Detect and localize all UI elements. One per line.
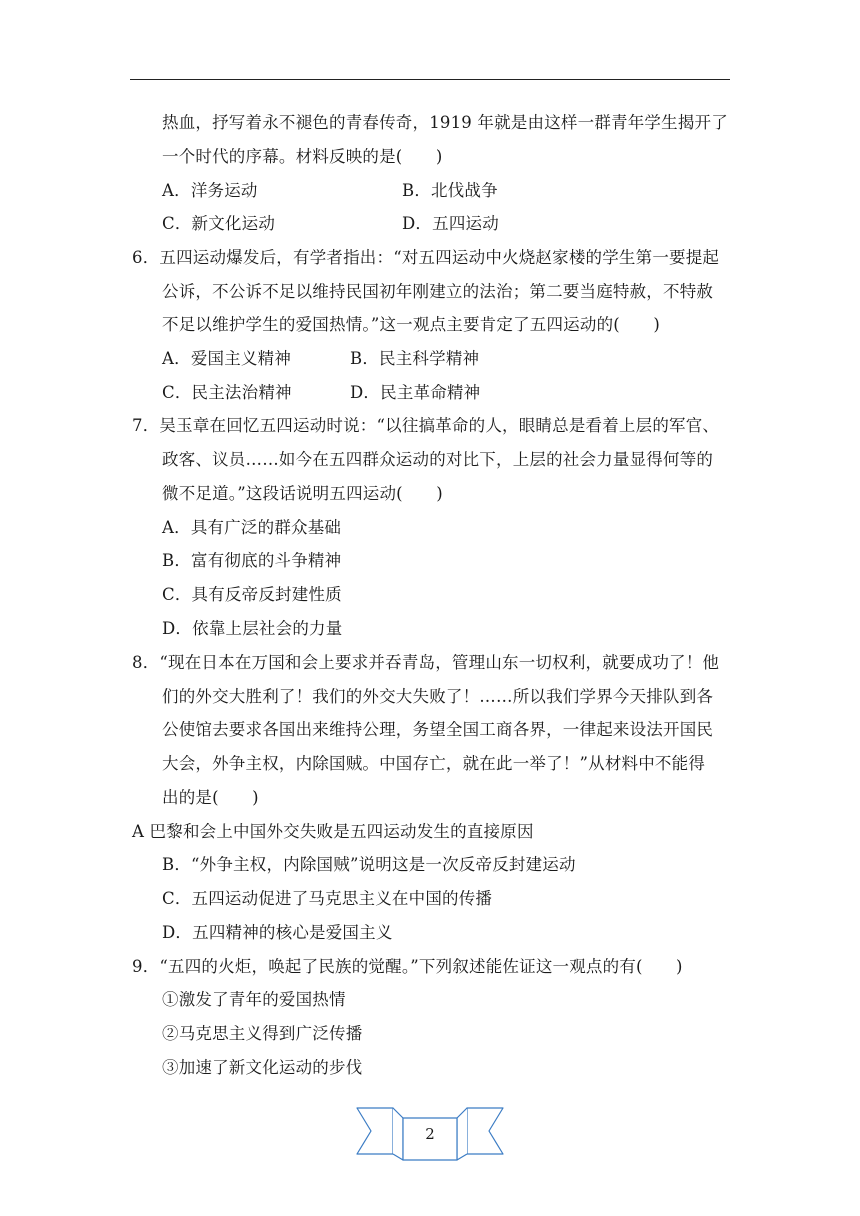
question-8-option-d: D．五四精神的核心是爱国主义 xyxy=(162,923,393,942)
question-7-option-b: B．富有彻底的斗争精神 xyxy=(162,551,342,570)
question-5-option-b: B．北伐战争 xyxy=(402,181,498,200)
page-number: 2 xyxy=(425,1125,435,1143)
question-8-stem-line-4: 大会，外争主权，内除国贼。中国存亡，就在此一举了！”从材料中不能得 xyxy=(162,754,706,773)
question-7-stem-line-3: 微不足道。”这段话说明五四运动( ) xyxy=(162,484,443,503)
question-6-option-b: B．民主科学精神 xyxy=(350,349,480,368)
question-9-stem-line-1: 9．“五四的火炬，唤起了民族的觉醒。”下列叙述能佐证这一观点的有( ) xyxy=(132,957,683,976)
question-7-option-c: C．具有反帝反封建性质 xyxy=(162,585,342,604)
question-5-text-line-1: 热血，抒写着永不褪色的青春传奇，1919 年就是由这样一群青年学生揭开了 xyxy=(162,113,728,132)
question-8-stem-line-1: 8．“现在日本在万国和会上要求并吞青岛，管理山东一切权利，就要成功了！他 xyxy=(132,653,720,672)
question-7-stem-line-1: 7．吴玉章在回忆五四运动时说：“以往搞革命的人，眼睛总是看着上层的军官、 xyxy=(132,416,720,435)
question-5-text-line-2: 一个时代的序幕。材料反映的是( ) xyxy=(162,147,443,166)
question-7-option-d: D．依靠上层社会的力量 xyxy=(162,619,343,638)
question-6-stem-line-2: 公诉，不公诉不足以维持民国初年刚建立的法治；第二要当庭特赦，不特赦 xyxy=(162,282,714,301)
question-8-stem-line-5: 出的是( ) xyxy=(162,788,259,807)
question-5-option-c: C．新文化运动 xyxy=(162,214,276,233)
question-9-item-2: ②马克思主义得到广泛传播 xyxy=(162,1024,363,1043)
header-rule xyxy=(130,79,730,80)
question-7-stem-line-2: 政客、议员……如今在五四群众运动的对比下，上层的社会力量显得何等的 xyxy=(162,450,714,469)
question-6-stem-line-3: 不足以维护学生的爱国热情。”这一观点主要肯定了五四运动的( ) xyxy=(162,315,660,334)
page-number-ribbon xyxy=(355,1102,505,1166)
question-8-option-c: C．五四运动促进了马克思主义在中国的传播 xyxy=(162,889,493,908)
question-7-option-a: A．具有广泛的群众基础 xyxy=(162,518,342,537)
question-9-item-1: ①激发了青年的爱国热情 xyxy=(162,990,346,1009)
question-6-option-c: C．民主法治精神 xyxy=(162,383,292,402)
question-9-item-3: ③加速了新文化运动的步伐 xyxy=(162,1058,363,1077)
question-8-stem-line-2: 们的外交大胜利了！我们的外交大失败了！……所以我们学界今天排队到各 xyxy=(162,687,714,706)
question-8-option-a: A 巴黎和会上中国外交失败是五四运动发生的直接原因 xyxy=(132,822,534,841)
question-5-option-a: A．洋务运动 xyxy=(162,181,258,200)
question-6-stem-line-1: 6．五四运动爆发后，有学者指出：“对五四运动中火烧赵家楼的学生第一要提起 xyxy=(132,248,720,267)
question-6-option-a: A．爱国主义精神 xyxy=(162,349,292,368)
question-8-option-b: B．“外争主权，内除国贼”说明这是一次反帝反封建运动 xyxy=(162,855,576,874)
question-6-option-d: D．民主革命精神 xyxy=(350,383,481,402)
question-5-option-d: D．五四运动 xyxy=(402,214,499,233)
question-8-stem-line-3: 公使馆去要求各国出来维持公理，务望全国工商各界，一律起来设法开国民 xyxy=(162,720,714,739)
